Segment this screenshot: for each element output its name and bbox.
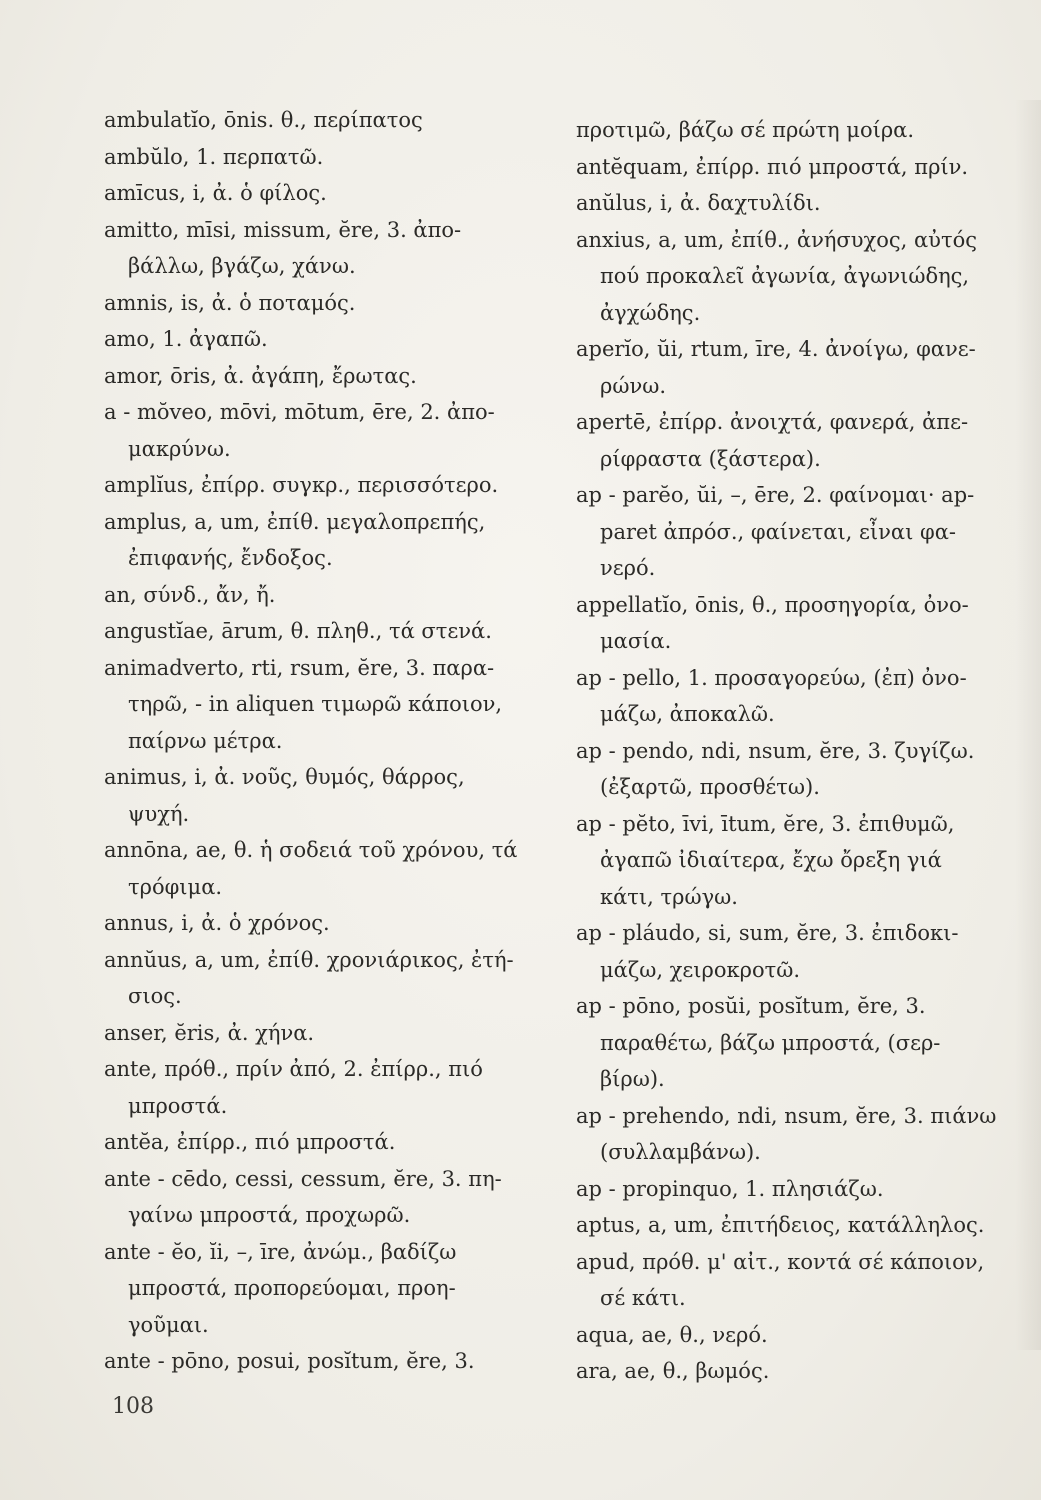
dictionary-entry	[104, 139, 554, 176]
entry-headline: aperĭo, ŭi, rtum, īre, 4. ἀνοίγω, φανε-	[576, 337, 976, 361]
entry-headline: animadverto, rti, rsum, ĕre, 3. παρα-	[104, 655, 495, 680]
entry-headline: amitto, mīsi, missum, ĕre, 3. ἀπο-	[104, 217, 462, 242]
dictionary-entry	[576, 185, 1026, 222]
entry-headline: ante, πρόθ., πρίν ἀπό, 2. ἐπίρρ., πιό	[104, 1057, 483, 1081]
entry-continuation: μπροστά.	[128, 1093, 228, 1118]
entry-headline: ap - pĕto, īvi, ītum, ĕre, 3. ἐπιθυμῶ,	[576, 811, 955, 836]
entry-headline: ap - propinquo, 1. πλησιάζω.	[576, 1176, 884, 1201]
dictionary-entry	[104, 942, 554, 1015]
dictionary-entry	[104, 504, 554, 577]
dictionary-entry	[576, 587, 1026, 660]
entry-headline: antĕa, ἐπίρρ., πιό μπροστά.	[104, 1130, 396, 1154]
entry-headline: annōna, ae, θ. ἡ σοδειά τοῦ χρόνου, τά	[104, 838, 518, 862]
entry-headline: ap - pláudo, si, sum, ĕre, 3. ἐπιδοκι-	[576, 921, 959, 945]
entry-headline: ambulatĭo, ōnis. θ., περίπατος	[104, 108, 423, 132]
dictionary-entry	[576, 149, 1026, 186]
entry-continuation: μπροστά, προπορεύομαι, προη-	[128, 1276, 456, 1300]
entry-headline: annus, i, ἀ. ὁ χρόνος.	[104, 911, 330, 935]
entry-headline: anxius, a, um, ἐπίθ., ἀνήσυχος, αὐτός	[576, 227, 977, 252]
entry-continuation: (ἐξαρτῶ, προσθέτω).	[600, 775, 820, 799]
dictionary-entry	[576, 915, 1026, 988]
dictionary-entry	[576, 331, 1026, 404]
dictionary-entry	[104, 1234, 554, 1344]
entry-headline: a - mŏveo, mōvi, mōtum, ēre, 2. ἀπο-	[104, 400, 495, 424]
entry-continuation: ρίφραστα (ξάστερα).	[600, 446, 821, 471]
entry-headline: ap - prehendo, ndi, nsum, ĕre, 3. πιάνω	[576, 1103, 997, 1128]
dictionary-entry	[576, 404, 1026, 477]
entry-headline: an, σύνδ., ἄν, ἤ.	[104, 582, 276, 607]
entry-headline: ap - pendo, ndi, nsum, ĕre, 3. ζυγίζω.	[576, 738, 975, 763]
dictionary-entry	[104, 1124, 554, 1161]
entry-headline: angustĭae, ārum, θ. πληθ., τά στενά.	[104, 619, 492, 643]
entry-continuation: βάλλω, βγάζω, χάνω.	[128, 254, 356, 278]
entry-continuation: γαίνω μπροστά, προχωρῶ.	[128, 1203, 411, 1227]
dictionary-entry	[104, 577, 554, 614]
dictionary-entry	[576, 988, 1026, 1098]
dictionary-entry	[104, 321, 554, 358]
entry-continuation: τρόφιμα.	[128, 874, 223, 899]
right-column	[576, 112, 1026, 1390]
entry-continuation: σέ κάτι.	[600, 1286, 686, 1310]
dictionary-entry	[576, 477, 1026, 587]
entry-continuation: σιος.	[128, 984, 182, 1008]
entry-continuation: ρώνω.	[600, 373, 667, 398]
dictionary-entry	[576, 1317, 1026, 1354]
entry-headline: annŭus, a, um, ἐπίθ. χρονιάρικος, ἐτή-	[104, 947, 514, 972]
dictionary-entry	[104, 1015, 554, 1052]
entry-headline: apertē, ἐπίρρ. ἀνοιχτά, φανερά, ἀπε-	[576, 410, 969, 434]
entry-headline: aqua, ae, θ., νερό.	[576, 1322, 768, 1347]
entry-continuation: μάζω, χειροκροτῶ.	[600, 957, 801, 982]
dictionary-entry	[104, 212, 554, 285]
entry-continuation: μασία.	[600, 629, 672, 653]
entry-continuation: τηρῶ, - in aliquen τιμωρῶ κάποιον,	[128, 692, 503, 716]
entry-headline: amplĭus, ἐπίρρ. συγκρ., περισσότερο.	[104, 473, 499, 497]
entry-continuation: ψυχή.	[128, 801, 190, 826]
entry-continuation: κάτι, τρώγω.	[600, 884, 738, 909]
entry-headline: animus, i, ἀ. νοῦς, θυμός, θάρρος,	[104, 765, 465, 789]
left-column	[104, 102, 554, 1380]
dictionary-entry	[576, 733, 1026, 806]
entry-headline: ante - pōno, posui, posĭtum, ĕre, 3.	[104, 1349, 475, 1373]
entry-continuation: μακρύνω.	[128, 436, 231, 461]
entry-headline: amplus, a, um, ἐπίθ. μεγαλοπρεπής,	[104, 509, 486, 534]
dictionary-entry	[104, 650, 554, 760]
entry-continuation: ἀγχώδης.	[600, 300, 701, 325]
dictionary-entry	[576, 112, 1026, 149]
dictionary-entry	[576, 1098, 1026, 1171]
dictionary-entry	[576, 1171, 1026, 1208]
dictionary-entry	[104, 613, 554, 650]
entry-headline: ap - parĕo, ŭi, –, ēre, 2. φαίνομαι· ap-	[576, 483, 975, 507]
page-number: 108	[112, 1394, 154, 1419]
entry-continuation: βίρω).	[600, 1067, 665, 1091]
entry-headline: ambŭlo, 1. περπατῶ.	[104, 144, 324, 169]
dictionary-entry	[104, 175, 554, 212]
entry-headline: προτιμῶ, βάζω σέ πρώτη μοίρα.	[576, 118, 915, 142]
entry-headline: amor, ōris, ἀ. ἀγάπη, ἔρωτας.	[104, 363, 417, 388]
entry-continuation: μάζω, ἀποκαλῶ.	[600, 702, 775, 726]
dictionary-entry	[104, 1161, 554, 1234]
dictionary-entry	[576, 222, 1026, 332]
entry-headline: anser, ĕris, ἀ. χήνα.	[104, 1020, 315, 1045]
dictionary-entry	[104, 285, 554, 322]
entry-headline: aptus, a, um, ἐπιτήδειος, κατάλληλος.	[576, 1213, 985, 1237]
dictionary-entry	[104, 759, 554, 832]
dictionary-entry	[104, 394, 554, 467]
entry-headline: ara, ae, θ., βωμός.	[576, 1359, 770, 1383]
dictionary-entry	[104, 1051, 554, 1124]
entry-continuation: γοῦμαι.	[128, 1312, 209, 1337]
dictionary-entry	[104, 1343, 554, 1380]
entry-continuation: παραθέτω, βάζω μπροστά, (σερ-	[600, 1030, 941, 1055]
dictionary-entry	[576, 806, 1026, 916]
dictionary-entry	[104, 102, 554, 139]
entry-headline: ap - pello, 1. προσαγορεύω, (ἐπ) ὀνο-	[576, 665, 967, 690]
entry-headline: ante - ĕo, ĭi, –, īre, ἀνώμ., βαδίζω	[104, 1239, 457, 1264]
entry-continuation: νερό.	[600, 556, 656, 580]
entry-headline: amnis, is, ἀ. ὁ ποταμός.	[104, 290, 356, 315]
entry-continuation: (συλλαμβάνω).	[600, 1140, 761, 1164]
entry-continuation: παίρνω μέτρα.	[128, 728, 283, 753]
entry-headline: ap - pōno, posŭi, posĭtum, ĕre, 3.	[576, 994, 926, 1018]
dictionary-entry	[104, 905, 554, 942]
dictionary-entry	[576, 1244, 1026, 1317]
entry-continuation: ἐπιφανής, ἔνδοξος.	[128, 546, 333, 570]
dictionary-entry	[576, 660, 1026, 733]
dictionary-entry	[104, 467, 554, 504]
entry-headline: amo, 1. ἀγαπῶ.	[104, 327, 268, 351]
entry-headline: antĕquam, ἐπίρρ. πιό μπροστά, πρίν.	[576, 154, 969, 179]
dictionary-entry	[104, 358, 554, 395]
dictionary-entry	[576, 1207, 1026, 1244]
entry-headline: ante - cēdo, cessi, cessum, ĕre, 3. πη-	[104, 1166, 502, 1191]
dictionary-entry	[104, 832, 554, 905]
entry-continuation: paret ἀπρόσ., φαίνεται, εἶναι φα-	[600, 519, 956, 544]
entry-headline: anŭlus, i, ἀ. δαχτυλίδι.	[576, 191, 821, 215]
entry-headline: amīcus, i, ἀ. ὁ φίλος.	[104, 181, 327, 205]
entry-headline: appellatĭo, ōnis, θ., προσηγορία, ὀνο-	[576, 592, 969, 617]
entry-continuation: πού προκαλεῖ ἀγωνία, ἀγωνιώδης,	[600, 264, 970, 288]
entry-continuation: ἀγαπῶ ἰδιαίτερα, ἔχω ὄρεξη γιά	[600, 848, 942, 872]
dictionary-entry	[576, 1353, 1026, 1390]
entry-headline: apud, πρόθ. μ' αἰτ., κοντά σέ κάποιον,	[576, 1249, 985, 1274]
